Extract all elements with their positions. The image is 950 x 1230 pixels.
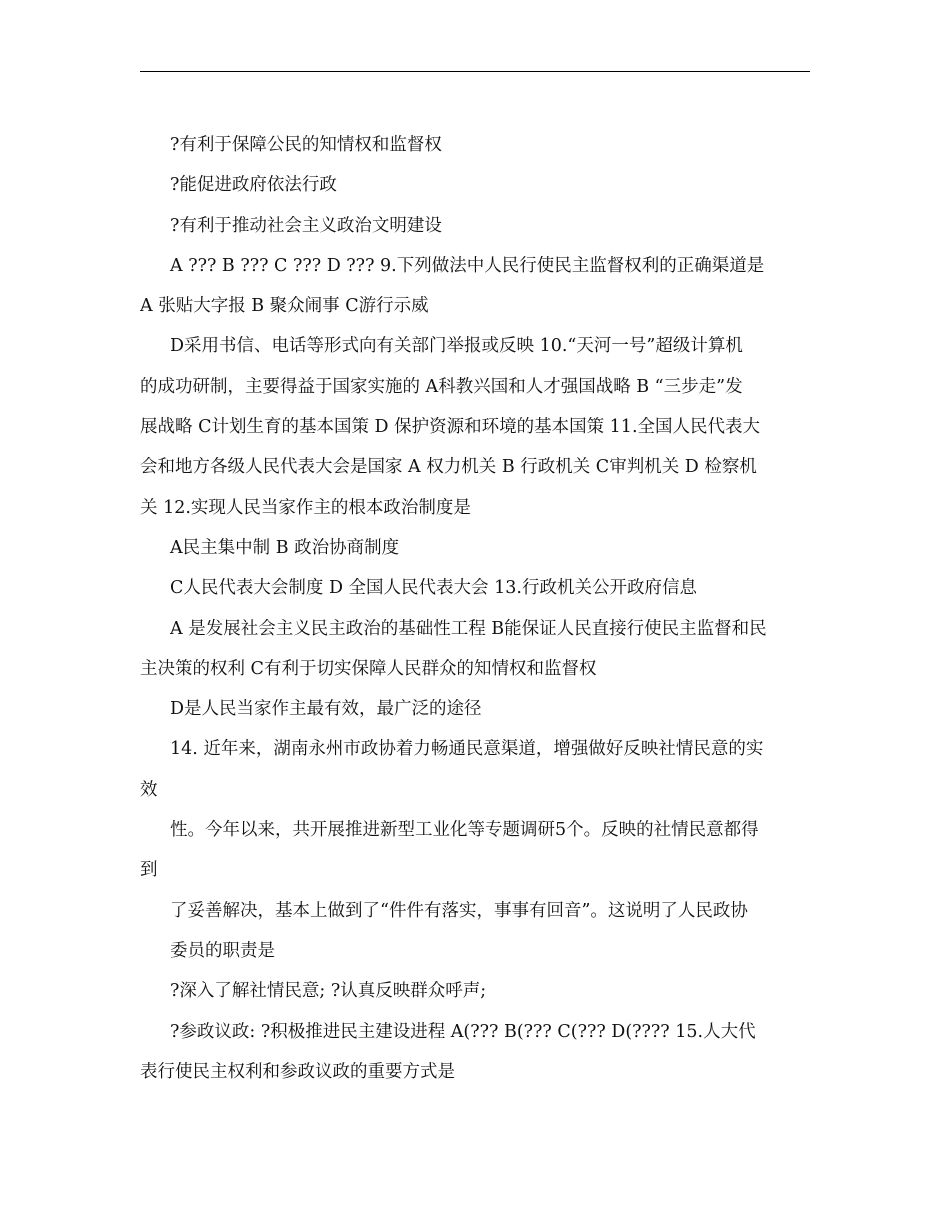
text-line: A 张贴大字报 B 聚众闹事 C游行示威 bbox=[140, 296, 429, 317]
text-line: A ??? B ??? C ??? D ??? 9.下列做法中人民行使民主监督权利的正确渠道是 bbox=[170, 255, 765, 276]
text-line: 展战略 C计划生育的基本国策 D 保护资源和环境的基本国策 11.全国人民代表大 bbox=[140, 417, 761, 438]
text-line: D采用书信、电话等形式向有关部门举报或反映 10.“天河一号”超级计算机 bbox=[170, 336, 743, 357]
text-line: 委员的职责是 bbox=[170, 940, 275, 961]
text-line: ?能促进政府依法行政 bbox=[170, 175, 337, 196]
text-line: 主决策的权利 C有利于切实保障人民群众的知情权和监督权 bbox=[140, 658, 597, 679]
text-line: D是人民当家作主最有效，最广泛的途径 bbox=[170, 699, 482, 720]
text-line: C人民代表大会制度 D 全国人民代表大会 13.行政机关公开政府信息 bbox=[170, 578, 697, 599]
text-line: 了妥善解决，基本上做到了“件件有落实，事事有回音”。这说明了人民政协 bbox=[170, 900, 748, 921]
text-line: 关 12.实现人民当家作主的根本政治制度是 bbox=[140, 497, 471, 518]
text-line: ?参政议政: ?积极推进民主建设进程 A(??? B(??? C(??? D(???? 15.人大代 bbox=[170, 1021, 756, 1042]
text-line: 效 bbox=[140, 779, 158, 800]
text-line: 性。今年以来，共开展推进新型工业化等专题调研5个。反映的社情民意都得 bbox=[170, 820, 759, 841]
header-rule bbox=[140, 71, 810, 72]
text-line: A 是发展社会主义民主政治的基础性工程 B能保证人民直接行使民主监督和民 bbox=[170, 618, 767, 639]
text-line: A民主集中制 B 政治协商制度 bbox=[170, 537, 400, 558]
text-line: ?有利于推动社会主义政治文明建设 bbox=[170, 215, 442, 236]
text-line: 的成功研制，主要得益于国家实施的 A科教兴国和人才强国战略 B “三步走”发 bbox=[140, 376, 743, 397]
text-line: ?有利于保障公民的知情权和监督权 bbox=[170, 135, 442, 155]
text-line: 会和地方各级人民代表大会是国家 A 权力机关 B 行政机关 C审判机关 D 检察机 bbox=[140, 457, 757, 478]
text-line: 表行使民主权利和参政议政的重要方式是 bbox=[140, 1061, 455, 1082]
text-line: 14. 近年来，湖南永州市政协着力畅通民意渠道，增强做好反映社情民意的实 bbox=[170, 739, 764, 760]
text-line: ?深入了解社情民意; ?认真反映群众呼声; bbox=[170, 981, 487, 1002]
document-body bbox=[140, 125, 810, 1092]
text-line: 到 bbox=[140, 860, 158, 881]
